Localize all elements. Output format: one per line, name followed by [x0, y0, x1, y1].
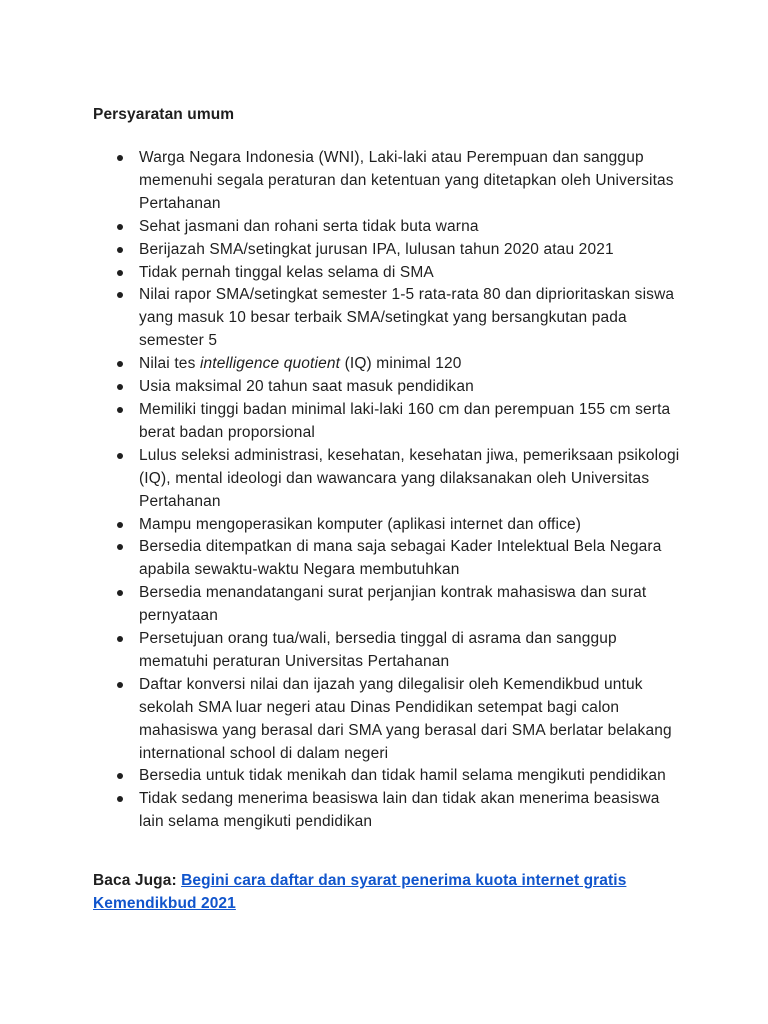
bullet-icon	[117, 224, 123, 230]
list-item-text-after: (IQ) minimal 120	[340, 355, 462, 373]
list-item	[93, 239, 683, 262]
list-item	[93, 445, 683, 514]
list-item-text: Tidak sedang menerima beasiswa lain dan tidak akan menerima beasiswa lain selama mengikuti pendidikan	[139, 790, 660, 831]
bullet-icon	[117, 522, 123, 528]
bullet-icon	[117, 453, 123, 459]
baca-juga-label: Baca Juga:	[93, 872, 182, 889]
list-item-text: Nilai tes	[139, 355, 200, 373]
list-item-italic-text: intelligence quotient	[199, 355, 341, 373]
bullet-icon	[117, 361, 123, 367]
list-item	[93, 514, 683, 537]
bullet-icon	[117, 407, 123, 413]
list-item-text: Bersedia ditempatkan di mana saja sebagai Kader Intelektual Bela Negara apabila sewaktu-waktu Negara membutuhkan	[139, 538, 662, 579]
bullet-icon	[117, 544, 123, 550]
list-item	[93, 216, 683, 239]
list-item	[93, 765, 683, 788]
list-item-text: Daftar konversi nilai dan ijazah yang dilegalisir oleh Kemendikbud untuk sekolah SMA luar negeri atau Dinas Pendidikan setempat bagi calon mahasiswa yang berasal dari SMA yang berasal dari SMA berlatar belakang international school di dalam negeri	[139, 675, 672, 762]
list-item	[93, 582, 683, 628]
list-item-text: Usia maksimal 20 tahun saat masuk pendidikan	[139, 378, 474, 396]
related-article	[93, 869, 683, 915]
list-item	[93, 399, 683, 445]
related-article-link[interactable]: Begini cara daftar dan syarat penerima kuota internet gratis Kemendikbud 2021	[93, 872, 627, 912]
bullet-icon	[117, 292, 123, 298]
bullet-icon	[117, 590, 123, 596]
bullet-icon	[117, 773, 123, 779]
list-item-text: Berijazah SMA/setingkat jurusan IPA, lulusan tahun 2020 atau 2021	[139, 240, 614, 258]
section-heading: Persyaratan umum	[93, 106, 235, 123]
list-item	[93, 628, 683, 674]
document-page	[93, 103, 683, 912]
list-item-text: Nilai rapor SMA/setingkat semester 1-5 rata-rata 80 dan diprioritaskan siswa yang masuk 10 besar terbaik SMA/setingkat yang bersangkutan pada semester 5	[139, 286, 675, 350]
list-item-text: Lulus seleksi administrasi, kesehatan, kesehatan jiwa, pemeriksaan psikologi (IQ), mental ideologi dan wawancara yang dilaksanakan oleh Universitas Pertahanan	[139, 446, 680, 510]
bullet-icon	[117, 155, 123, 161]
bullet-icon	[117, 384, 123, 390]
list-item	[93, 536, 683, 582]
bullet-icon	[117, 270, 123, 276]
list-item	[93, 674, 683, 766]
bullet-icon	[117, 682, 123, 688]
list-item-text: Sehat jasmani dan rohani serta tidak buta warna	[139, 217, 479, 235]
list-item	[93, 376, 683, 399]
list-item	[93, 788, 683, 834]
list-item-text: Persetujuan orang tua/wali, bersedia tinggal di asrama dan sanggup mematuhi peraturan Universitas Pertahanan	[139, 630, 617, 670]
list-item	[93, 147, 683, 216]
bullet-icon	[117, 636, 123, 642]
list-item-text: Tidak pernah tinggal kelas selama di SMA	[139, 263, 434, 281]
list-item	[93, 262, 683, 285]
bullet-icon	[117, 796, 123, 802]
list-item-text: Memiliki tinggi badan minimal laki-laki 160 cm dan perempuan 155 cm serta berat badan proporsional	[139, 400, 671, 441]
list-item-text: Bersedia menandatangani surat perjanjian kontrak mahasiswa dan surat pernyataan	[139, 584, 647, 625]
list-item	[93, 353, 683, 376]
list-item-text: Warga Negara Indonesia (WNI), Laki-laki atau Perempuan dan sanggup memenuhi segala peraturan dan ketentuan yang ditetapkan oleh Universitas Pertahanan	[139, 149, 674, 212]
bullet-icon	[117, 247, 123, 253]
list-item-text: Mampu mengoperasikan komputer (aplikasi internet dan office)	[139, 515, 582, 533]
list-item	[93, 284, 683, 353]
list-item-text: Bersedia untuk tidak menikah dan tidak hamil selama mengikuti pendidikan	[139, 767, 666, 785]
requirements-list	[93, 147, 683, 834]
